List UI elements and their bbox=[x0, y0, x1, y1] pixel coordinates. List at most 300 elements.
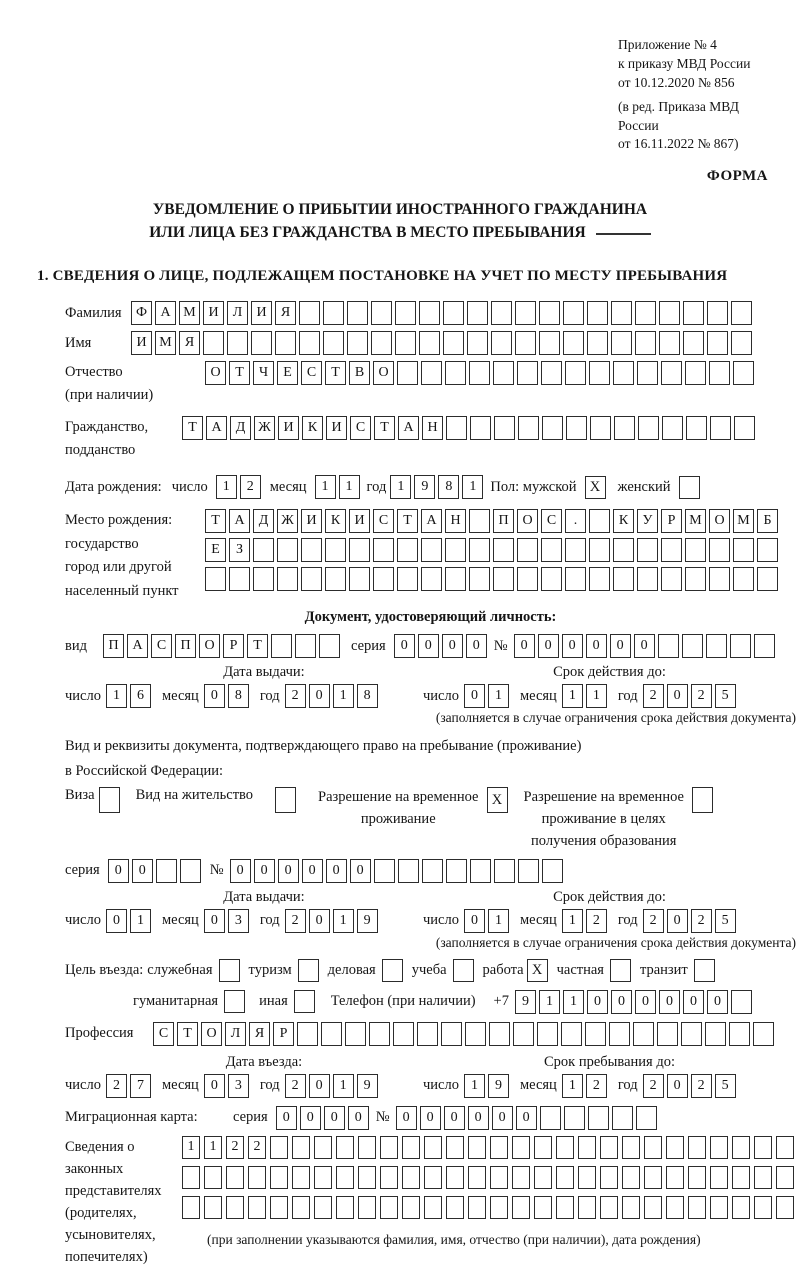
char-cell[interactable] bbox=[490, 1166, 508, 1189]
char-cell[interactable]: 3 bbox=[228, 1074, 249, 1098]
char-cell[interactable] bbox=[732, 1166, 750, 1189]
char-cell[interactable]: 0 bbox=[350, 859, 371, 883]
char-cell[interactable]: 0 bbox=[204, 684, 225, 708]
char-cell[interactable]: 1 bbox=[562, 909, 583, 933]
char-cell[interactable] bbox=[563, 331, 584, 355]
char-cell[interactable] bbox=[402, 1166, 420, 1189]
char-cell[interactable] bbox=[585, 1022, 606, 1046]
char-cell[interactable]: 2 bbox=[248, 1136, 266, 1159]
char-cell[interactable]: 0 bbox=[230, 859, 251, 883]
char-cell[interactable] bbox=[469, 538, 490, 562]
char-cell[interactable]: И bbox=[203, 301, 224, 325]
char-cell[interactable] bbox=[299, 301, 320, 325]
char-cell[interactable] bbox=[578, 1136, 596, 1159]
char-cell[interactable] bbox=[733, 361, 754, 385]
char-cell[interactable] bbox=[380, 1196, 398, 1219]
char-cell[interactable]: 0 bbox=[667, 1074, 688, 1098]
char-cell[interactable] bbox=[613, 361, 634, 385]
char-cell[interactable] bbox=[445, 361, 466, 385]
char-cell[interactable] bbox=[534, 1136, 552, 1159]
char-cell[interactable] bbox=[446, 1166, 464, 1189]
char-cell[interactable] bbox=[539, 301, 560, 325]
char-cell[interactable] bbox=[156, 859, 177, 883]
char-cell[interactable] bbox=[314, 1196, 332, 1219]
char-cell[interactable]: 0 bbox=[394, 634, 415, 658]
char-cell[interactable]: 7 bbox=[130, 1074, 151, 1098]
char-cell[interactable]: 2 bbox=[586, 909, 607, 933]
char-cell[interactable] bbox=[295, 634, 316, 658]
char-cell[interactable] bbox=[424, 1136, 442, 1159]
char-cell[interactable]: И bbox=[349, 509, 370, 533]
char-cell[interactable]: 0 bbox=[587, 990, 608, 1014]
char-cell[interactable] bbox=[564, 1106, 585, 1130]
char-cell[interactable] bbox=[776, 1196, 794, 1219]
char-cell[interactable] bbox=[277, 567, 298, 591]
char-cell[interactable] bbox=[685, 538, 706, 562]
char-cell[interactable]: Е bbox=[205, 538, 226, 562]
char-cell[interactable]: С bbox=[153, 1022, 174, 1046]
char-cell[interactable] bbox=[611, 331, 632, 355]
char-cell[interactable]: 0 bbox=[309, 909, 330, 933]
char-cell[interactable] bbox=[292, 1166, 310, 1189]
char-cell[interactable]: 0 bbox=[586, 634, 607, 658]
char-cell[interactable] bbox=[227, 331, 248, 355]
char-cell[interactable] bbox=[730, 634, 751, 658]
char-cell[interactable]: 0 bbox=[106, 909, 127, 933]
char-cell[interactable] bbox=[469, 361, 490, 385]
char-cell[interactable] bbox=[374, 859, 395, 883]
char-cell[interactable]: А bbox=[421, 509, 442, 533]
char-cell[interactable] bbox=[397, 361, 418, 385]
char-cell[interactable]: 1 bbox=[339, 475, 360, 499]
char-cell[interactable]: 2 bbox=[106, 1074, 127, 1098]
char-cell[interactable]: 3 bbox=[228, 909, 249, 933]
char-cell[interactable] bbox=[253, 538, 274, 562]
char-cell[interactable]: Б bbox=[757, 509, 778, 533]
char-cell[interactable] bbox=[757, 567, 778, 591]
char-cell[interactable]: 0 bbox=[396, 1106, 417, 1130]
char-cell[interactable] bbox=[729, 1022, 750, 1046]
purpose-humanitarian-checkbox[interactable] bbox=[224, 990, 245, 1013]
char-cell[interactable] bbox=[395, 331, 416, 355]
char-cell[interactable] bbox=[611, 301, 632, 325]
char-cell[interactable] bbox=[541, 361, 562, 385]
char-cell[interactable]: 1 bbox=[333, 684, 354, 708]
char-cell[interactable]: 5 bbox=[715, 909, 736, 933]
char-cell[interactable] bbox=[754, 1166, 772, 1189]
char-cell[interactable] bbox=[637, 567, 658, 591]
char-cell[interactable] bbox=[622, 1136, 640, 1159]
char-cell[interactable] bbox=[732, 1196, 750, 1219]
char-cell[interactable] bbox=[270, 1136, 288, 1159]
char-cell[interactable] bbox=[467, 331, 488, 355]
char-cell[interactable] bbox=[469, 567, 490, 591]
char-cell[interactable]: 0 bbox=[635, 990, 656, 1014]
char-cell[interactable] bbox=[612, 1106, 633, 1130]
char-cell[interactable] bbox=[446, 416, 467, 440]
char-cell[interactable]: 0 bbox=[683, 990, 704, 1014]
char-cell[interactable]: 1 bbox=[562, 1074, 583, 1098]
char-cell[interactable] bbox=[515, 331, 536, 355]
char-cell[interactable] bbox=[587, 301, 608, 325]
visa-checkbox[interactable] bbox=[99, 787, 120, 813]
char-cell[interactable] bbox=[600, 1166, 618, 1189]
char-cell[interactable] bbox=[622, 1196, 640, 1219]
char-cell[interactable]: 0 bbox=[444, 1106, 465, 1130]
char-cell[interactable] bbox=[468, 1196, 486, 1219]
char-cell[interactable]: 0 bbox=[348, 1106, 369, 1130]
char-cell[interactable] bbox=[397, 538, 418, 562]
char-cell[interactable]: 5 bbox=[715, 684, 736, 708]
char-cell[interactable] bbox=[638, 416, 659, 440]
char-cell[interactable] bbox=[491, 301, 512, 325]
char-cell[interactable] bbox=[662, 416, 683, 440]
char-cell[interactable]: 1 bbox=[586, 684, 607, 708]
char-cell[interactable] bbox=[512, 1166, 530, 1189]
char-cell[interactable] bbox=[292, 1136, 310, 1159]
char-cell[interactable] bbox=[666, 1196, 684, 1219]
char-cell[interactable]: Д bbox=[230, 416, 251, 440]
char-cell[interactable]: 0 bbox=[707, 990, 728, 1014]
char-cell[interactable] bbox=[561, 1022, 582, 1046]
char-cell[interactable] bbox=[709, 567, 730, 591]
char-cell[interactable] bbox=[319, 634, 340, 658]
char-cell[interactable]: Е bbox=[277, 361, 298, 385]
char-cell[interactable]: 8 bbox=[357, 684, 378, 708]
char-cell[interactable]: 0 bbox=[492, 1106, 513, 1130]
char-cell[interactable]: 1 bbox=[333, 1074, 354, 1098]
char-cell[interactable] bbox=[253, 567, 274, 591]
char-cell[interactable] bbox=[710, 1136, 728, 1159]
char-cell[interactable] bbox=[470, 416, 491, 440]
char-cell[interactable] bbox=[493, 361, 514, 385]
char-cell[interactable]: Р bbox=[273, 1022, 294, 1046]
char-cell[interactable] bbox=[271, 634, 292, 658]
char-cell[interactable]: 0 bbox=[132, 859, 153, 883]
char-cell[interactable] bbox=[710, 1166, 728, 1189]
char-cell[interactable]: И bbox=[131, 331, 152, 355]
char-cell[interactable]: 8 bbox=[228, 684, 249, 708]
char-cell[interactable]: О bbox=[373, 361, 394, 385]
char-cell[interactable]: О bbox=[709, 509, 730, 533]
char-cell[interactable] bbox=[517, 538, 538, 562]
char-cell[interactable] bbox=[731, 990, 752, 1014]
char-cell[interactable]: 0 bbox=[420, 1106, 441, 1130]
char-cell[interactable] bbox=[707, 301, 728, 325]
char-cell[interactable] bbox=[277, 538, 298, 562]
char-cell[interactable] bbox=[635, 331, 656, 355]
char-cell[interactable] bbox=[556, 1166, 574, 1189]
char-cell[interactable] bbox=[419, 301, 440, 325]
char-cell[interactable] bbox=[588, 1106, 609, 1130]
char-cell[interactable] bbox=[468, 1166, 486, 1189]
char-cell[interactable] bbox=[556, 1196, 574, 1219]
char-cell[interactable] bbox=[325, 538, 346, 562]
char-cell[interactable] bbox=[467, 301, 488, 325]
char-cell[interactable]: К bbox=[325, 509, 346, 533]
char-cell[interactable] bbox=[489, 1022, 510, 1046]
char-cell[interactable] bbox=[657, 1022, 678, 1046]
char-cell[interactable]: 0 bbox=[610, 634, 631, 658]
char-cell[interactable] bbox=[537, 1022, 558, 1046]
char-cell[interactable]: 0 bbox=[204, 909, 225, 933]
char-cell[interactable] bbox=[301, 567, 322, 591]
char-cell[interactable] bbox=[229, 567, 250, 591]
char-cell[interactable] bbox=[707, 331, 728, 355]
char-cell[interactable] bbox=[226, 1196, 244, 1219]
char-cell[interactable]: М bbox=[155, 331, 176, 355]
purpose-transit-checkbox[interactable] bbox=[694, 959, 715, 982]
char-cell[interactable] bbox=[275, 331, 296, 355]
char-cell[interactable]: 9 bbox=[488, 1074, 509, 1098]
char-cell[interactable] bbox=[512, 1196, 530, 1219]
char-cell[interactable]: 0 bbox=[466, 634, 487, 658]
char-cell[interactable] bbox=[494, 859, 515, 883]
char-cell[interactable]: О bbox=[201, 1022, 222, 1046]
char-cell[interactable]: И bbox=[326, 416, 347, 440]
residence-permit-checkbox[interactable] bbox=[275, 787, 296, 813]
char-cell[interactable] bbox=[709, 361, 730, 385]
char-cell[interactable] bbox=[661, 538, 682, 562]
char-cell[interactable]: 2 bbox=[643, 1074, 664, 1098]
char-cell[interactable] bbox=[565, 361, 586, 385]
char-cell[interactable]: И bbox=[251, 301, 272, 325]
char-cell[interactable]: 0 bbox=[254, 859, 275, 883]
char-cell[interactable]: О bbox=[517, 509, 538, 533]
char-cell[interactable]: И bbox=[278, 416, 299, 440]
char-cell[interactable]: 9 bbox=[357, 909, 378, 933]
char-cell[interactable]: Ж bbox=[254, 416, 275, 440]
char-cell[interactable]: 2 bbox=[285, 684, 306, 708]
char-cell[interactable] bbox=[402, 1196, 420, 1219]
char-cell[interactable] bbox=[395, 301, 416, 325]
char-cell[interactable]: П bbox=[103, 634, 124, 658]
char-cell[interactable] bbox=[542, 416, 563, 440]
char-cell[interactable]: 2 bbox=[240, 475, 261, 499]
char-cell[interactable]: Т bbox=[325, 361, 346, 385]
char-cell[interactable] bbox=[270, 1196, 288, 1219]
char-cell[interactable] bbox=[314, 1166, 332, 1189]
char-cell[interactable] bbox=[513, 1022, 534, 1046]
char-cell[interactable] bbox=[493, 538, 514, 562]
char-cell[interactable] bbox=[776, 1136, 794, 1159]
char-cell[interactable] bbox=[633, 1022, 654, 1046]
char-cell[interactable] bbox=[325, 567, 346, 591]
char-cell[interactable] bbox=[182, 1196, 200, 1219]
char-cell[interactable] bbox=[469, 509, 490, 533]
char-cell[interactable]: 0 bbox=[278, 859, 299, 883]
char-cell[interactable]: 2 bbox=[285, 1074, 306, 1098]
char-cell[interactable] bbox=[205, 567, 226, 591]
char-cell[interactable] bbox=[373, 567, 394, 591]
char-cell[interactable] bbox=[776, 1166, 794, 1189]
char-cell[interactable]: 9 bbox=[414, 475, 435, 499]
char-cell[interactable]: 1 bbox=[464, 1074, 485, 1098]
char-cell[interactable]: А bbox=[206, 416, 227, 440]
char-cell[interactable] bbox=[336, 1136, 354, 1159]
char-cell[interactable]: З bbox=[229, 538, 250, 562]
char-cell[interactable]: П bbox=[493, 509, 514, 533]
char-cell[interactable] bbox=[733, 538, 754, 562]
char-cell[interactable] bbox=[609, 1022, 630, 1046]
char-cell[interactable] bbox=[644, 1166, 662, 1189]
char-cell[interactable] bbox=[417, 1022, 438, 1046]
char-cell[interactable] bbox=[635, 301, 656, 325]
char-cell[interactable] bbox=[347, 331, 368, 355]
char-cell[interactable] bbox=[659, 301, 680, 325]
char-cell[interactable] bbox=[734, 416, 755, 440]
char-cell[interactable] bbox=[710, 416, 731, 440]
char-cell[interactable] bbox=[666, 1136, 684, 1159]
char-cell[interactable]: 0 bbox=[667, 684, 688, 708]
char-cell[interactable]: Д bbox=[253, 509, 274, 533]
char-cell[interactable]: 0 bbox=[309, 684, 330, 708]
char-cell[interactable] bbox=[371, 331, 392, 355]
char-cell[interactable]: 2 bbox=[691, 684, 712, 708]
char-cell[interactable]: Н bbox=[445, 509, 466, 533]
char-cell[interactable]: 2 bbox=[226, 1136, 244, 1159]
char-cell[interactable]: 0 bbox=[611, 990, 632, 1014]
char-cell[interactable] bbox=[733, 567, 754, 591]
char-cell[interactable] bbox=[688, 1136, 706, 1159]
char-cell[interactable]: 1 bbox=[106, 684, 127, 708]
char-cell[interactable] bbox=[683, 301, 704, 325]
char-cell[interactable]: 1 bbox=[488, 909, 509, 933]
char-cell[interactable]: 1 bbox=[462, 475, 483, 499]
char-cell[interactable] bbox=[659, 331, 680, 355]
char-cell[interactable] bbox=[644, 1196, 662, 1219]
char-cell[interactable]: С bbox=[350, 416, 371, 440]
char-cell[interactable] bbox=[380, 1136, 398, 1159]
char-cell[interactable]: А bbox=[398, 416, 419, 440]
char-cell[interactable] bbox=[443, 331, 464, 355]
char-cell[interactable] bbox=[681, 1022, 702, 1046]
char-cell[interactable] bbox=[518, 416, 539, 440]
char-cell[interactable]: 1 bbox=[216, 475, 237, 499]
char-cell[interactable]: С bbox=[373, 509, 394, 533]
char-cell[interactable]: Т bbox=[397, 509, 418, 533]
char-cell[interactable]: Ф bbox=[131, 301, 152, 325]
char-cell[interactable] bbox=[347, 301, 368, 325]
char-cell[interactable] bbox=[321, 1022, 342, 1046]
char-cell[interactable] bbox=[465, 1022, 486, 1046]
char-cell[interactable] bbox=[661, 361, 682, 385]
char-cell[interactable] bbox=[323, 331, 344, 355]
char-cell[interactable] bbox=[590, 416, 611, 440]
char-cell[interactable]: 2 bbox=[643, 909, 664, 933]
char-cell[interactable]: К bbox=[302, 416, 323, 440]
char-cell[interactable] bbox=[565, 567, 586, 591]
char-cell[interactable] bbox=[393, 1022, 414, 1046]
char-cell[interactable] bbox=[705, 1022, 726, 1046]
char-cell[interactable] bbox=[578, 1166, 596, 1189]
char-cell[interactable] bbox=[490, 1196, 508, 1219]
char-cell[interactable] bbox=[637, 361, 658, 385]
char-cell[interactable] bbox=[248, 1196, 266, 1219]
char-cell[interactable] bbox=[468, 1136, 486, 1159]
purpose-other-checkbox[interactable] bbox=[294, 990, 315, 1013]
char-cell[interactable]: А bbox=[127, 634, 148, 658]
char-cell[interactable]: 0 bbox=[276, 1106, 297, 1130]
char-cell[interactable]: 0 bbox=[538, 634, 559, 658]
char-cell[interactable]: С bbox=[151, 634, 172, 658]
char-cell[interactable] bbox=[517, 567, 538, 591]
char-cell[interactable] bbox=[589, 538, 610, 562]
char-cell[interactable]: Т bbox=[177, 1022, 198, 1046]
char-cell[interactable]: 0 bbox=[468, 1106, 489, 1130]
char-cell[interactable]: Я bbox=[179, 331, 200, 355]
char-cell[interactable] bbox=[589, 567, 610, 591]
char-cell[interactable] bbox=[757, 538, 778, 562]
char-cell[interactable]: 0 bbox=[514, 634, 535, 658]
char-cell[interactable]: . bbox=[565, 509, 586, 533]
char-cell[interactable] bbox=[270, 1166, 288, 1189]
char-cell[interactable]: 9 bbox=[357, 1074, 378, 1098]
char-cell[interactable] bbox=[371, 301, 392, 325]
char-cell[interactable]: М bbox=[733, 509, 754, 533]
char-cell[interactable] bbox=[299, 331, 320, 355]
char-cell[interactable]: 0 bbox=[418, 634, 439, 658]
char-cell[interactable] bbox=[204, 1166, 222, 1189]
char-cell[interactable] bbox=[402, 1136, 420, 1159]
char-cell[interactable]: Т bbox=[182, 416, 203, 440]
char-cell[interactable]: В bbox=[349, 361, 370, 385]
char-cell[interactable] bbox=[534, 1196, 552, 1219]
char-cell[interactable]: 1 bbox=[182, 1136, 200, 1159]
char-cell[interactable]: 0 bbox=[464, 684, 485, 708]
char-cell[interactable]: 0 bbox=[204, 1074, 225, 1098]
char-cell[interactable] bbox=[445, 567, 466, 591]
char-cell[interactable] bbox=[600, 1196, 618, 1219]
char-cell[interactable] bbox=[515, 301, 536, 325]
purpose-tourism-checkbox[interactable] bbox=[298, 959, 319, 982]
char-cell[interactable] bbox=[541, 567, 562, 591]
char-cell[interactable] bbox=[301, 538, 322, 562]
char-cell[interactable] bbox=[470, 859, 491, 883]
char-cell[interactable]: 2 bbox=[285, 909, 306, 933]
char-cell[interactable] bbox=[666, 1166, 684, 1189]
char-cell[interactable] bbox=[491, 331, 512, 355]
char-cell[interactable] bbox=[349, 538, 370, 562]
char-cell[interactable] bbox=[540, 1106, 561, 1130]
char-cell[interactable] bbox=[248, 1166, 266, 1189]
char-cell[interactable]: 2 bbox=[691, 909, 712, 933]
char-cell[interactable]: М bbox=[685, 509, 706, 533]
char-cell[interactable] bbox=[421, 361, 442, 385]
char-cell[interactable] bbox=[541, 538, 562, 562]
char-cell[interactable] bbox=[446, 1196, 464, 1219]
char-cell[interactable] bbox=[443, 301, 464, 325]
char-cell[interactable] bbox=[323, 301, 344, 325]
char-cell[interactable] bbox=[358, 1196, 376, 1219]
char-cell[interactable]: А bbox=[229, 509, 250, 533]
char-cell[interactable] bbox=[445, 538, 466, 562]
char-cell[interactable] bbox=[658, 634, 679, 658]
char-cell[interactable] bbox=[398, 859, 419, 883]
char-cell[interactable]: 1 bbox=[204, 1136, 222, 1159]
char-cell[interactable]: 0 bbox=[442, 634, 463, 658]
char-cell[interactable] bbox=[731, 331, 752, 355]
char-cell[interactable] bbox=[441, 1022, 462, 1046]
char-cell[interactable]: М bbox=[179, 301, 200, 325]
char-cell[interactable] bbox=[636, 1106, 657, 1130]
char-cell[interactable]: Ч bbox=[253, 361, 274, 385]
char-cell[interactable]: Т bbox=[374, 416, 395, 440]
char-cell[interactable]: 0 bbox=[108, 859, 129, 883]
char-cell[interactable] bbox=[682, 634, 703, 658]
char-cell[interactable] bbox=[203, 331, 224, 355]
char-cell[interactable] bbox=[686, 416, 707, 440]
